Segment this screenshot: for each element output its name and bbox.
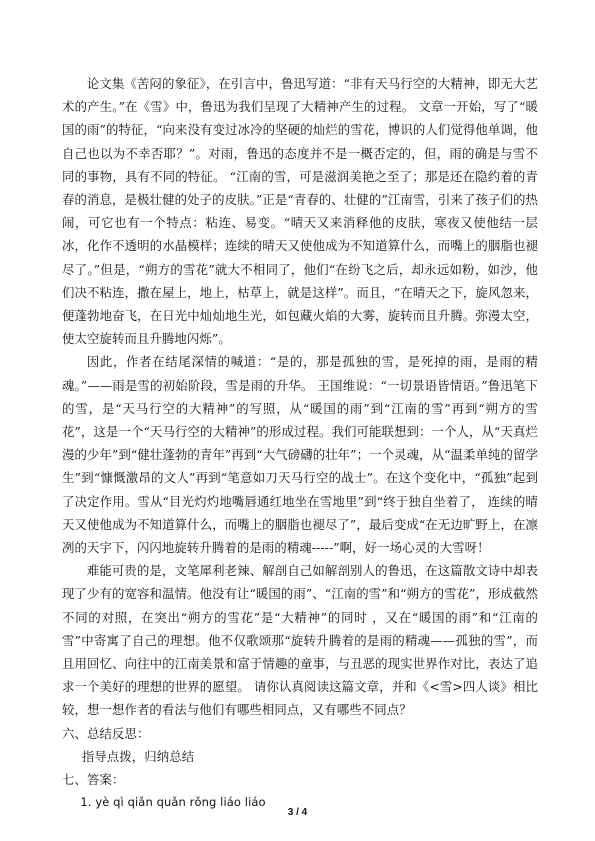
- paragraph-tolerance-warmth: 难能可贵的是，文笔犀利老辣、解剖自己如解剖别人的鲁迅，在这篇散文诗中却表现了少有的宽容和温情。他没有让“暖国的雨”、“江南的雪”和“朔方的雪花”，形成截然不同的对照，在突出“朔方的雪花”是“大精神”的同时 ，又在“暖国的雨”和“江南的雪”中寄寓了自己的理想。他不仅歌颂那“旋转升腾着的是雨的精魂——孤独的雪”，而且用回忆、向往中的江南美景和富于情趣的童事，与丑恶的现实世界作对比，表达了追求一个美好的理想的世界的愿望。 请你认真阅读这篇文章，并和《<雪>四人谈》相比较，想一想作者的看法与他们有哪些相同点，又有哪些不同点？: [62, 563, 538, 718]
- answer-item-1: 1. yè qì qiǎn quǎn rǒng liáo liáo: [80, 795, 266, 810]
- section-seven-heading: 七、答案：: [62, 772, 125, 788]
- page-number: 3 / 4: [287, 807, 308, 818]
- paragraph-conclusion-analysis: 因此，作者在结尾深情的喊道：“是的，那是孤独的雪，是死掉的雨，是雨的精魂。”——雨是雪的初始阶段，雪是雨的升华。 王国维说：“一切景语皆情语。”鲁迅笔下的雪，是“天马行空的大精神”的写照，从“暖国的雨”到“江南的雪”再到“朔方的雪花”，这是一个“天马行空的大精神”的形成过程。我们可能联想到：一个人，从“天真烂漫的少年”到“健壮蓬勃的青年”再到“大气磅礴的壮年”；一个灵魂，从“温柔单纯的留学生”到“慷慨激昂的文人”再到“笔意如刀天马行空的战士”。在这个变化中，“孤独”起到了决定作用。雪从“目光灼灼地嘴唇通红地坐在雪地里”到“终于独自坐着了， 连续的晴天又使他成为不知道算什么，而嘴上的胭脂也褪尽了”，最后变成“在无边旷野上，在凛冽的天宇下，闪闪地旋转升腾着的是雨的精魂-----”啊，好一场心灵的大雪呀！: [62, 354, 538, 556]
- section-six-content: 指导点拨，归纳总结: [81, 748, 195, 764]
- section-six-heading: 六、总结反思：: [62, 725, 150, 741]
- document-body: [62, 72, 538, 815]
- paragraph-essay-intro: 论文集《苦闷的象征》，在引言中，鲁迅写道：“非有天马行空的大精神，即无大艺术的产生。”在《雪》中，鲁迅为我们呈现了大精神产生的过程。 文章一开始，写了“暖国的雨”的特征，“向来没有变过冰冷的坚硬的灿烂的雪花，博识的人们觉得他单调，他自己也以为不幸否耶？”。对雨，鲁迅的态度并不是一概否定的，但，雨的确是与雪不同的事物，具有不同的特征。 “江南的雪，可是滋润美艳之至了；那是还在隐约着的青春的消息，是极壮健的处子的皮肤。”正是“青春的、壮健的”江南雪，引来了孩子们的热闹，可它也有一个特点：粘连、易变。“晴天又来消释他的皮肤，寒夜又使他结一层冰，化作不透明的水晶模样；连续的晴天又使他成为不知道算什么，而嘴上的胭脂也褪尽了。”但是，“朔方的雪花”就大不相同了，他们“在纷飞之后，却永远如粉，如沙，他们决不粘连，撒在屋上，地上，枯草上，就是这样”。而且，“在晴天之下，旋风忽来，便蓬勃地奋飞，在日光中灿灿地生光，如包藏火焰的大雾，旋转而且升腾。弥漫太空，使太空旋转而且升腾地闪烁”。: [62, 76, 538, 347]
